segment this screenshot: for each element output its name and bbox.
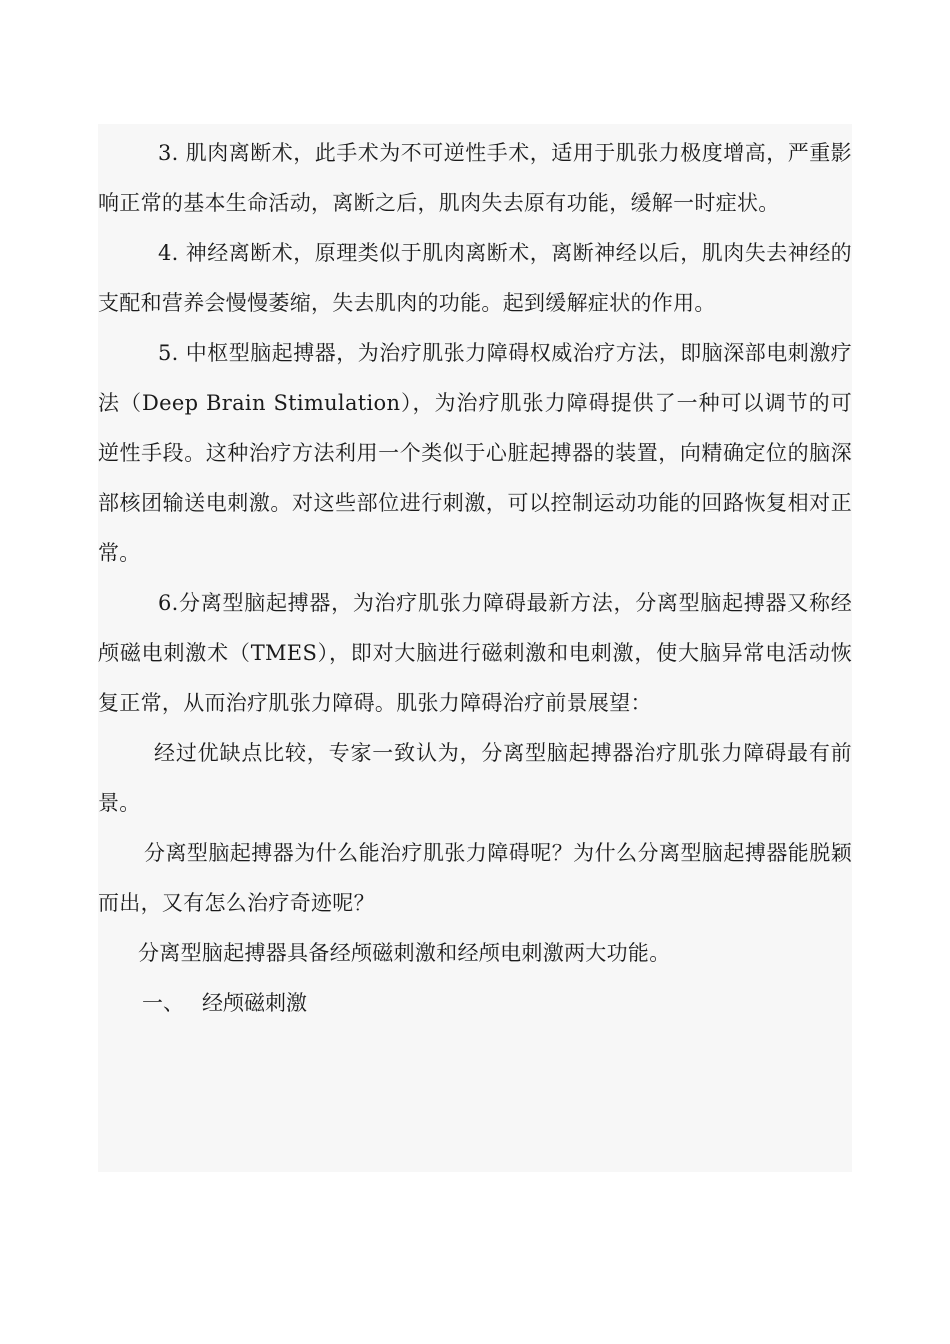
paragraph-nerve-transection: 4. 神经离断术，原理类似于肌肉离断术，离断神经以后，肌肉失去神经的支配和营养会慢慢萎缩，失去肌肉的功能。起到缓解症状的作用。 xyxy=(98,241,852,315)
paragraph-muscle-transection: 3. 肌肉离断术，此手术为不可逆性手术，适用于肌张力极度增高，严重影响正常的基本生命活动，离断之后，肌肉失去原有功能，缓解一时症状。 xyxy=(98,141,852,215)
section-heading xyxy=(98,978,852,1028)
section-heading-text: 经颅磁刺激 xyxy=(202,991,307,1015)
paragraph-separate-pacemaker: 6.分离型脑起搏器，为治疗肌张力障碍最新方法，分离型脑起搏器又称经颅磁电刺激术（TMES），即对大脑进行磁刺激和电刺激，使大脑异常电活动恢复正常，从而治疗肌张力障碍。肌张力障碍治疗前景展望： xyxy=(98,591,852,715)
paragraph-functions: 分离型脑起搏器具备经颅磁刺激和经颅电刺激两大功能。 xyxy=(138,941,671,965)
section-heading-number: 一、 xyxy=(142,991,184,1015)
paragraph-expert-conclusion: 经过优缺点比较，专家一致认为，分离型脑起搏器治疗肌张力障碍最有前景。 xyxy=(98,741,852,815)
paragraph-central-pacemaker: 5. 中枢型脑起搏器，为治疗肌张力障碍权威治疗方法，即脑深部电刺激疗法（Deep Brain Stimulation），为治疗肌张力障碍提供了一种可以调节的可逆性手段。这种治疗方法利用一个类似于心脏起搏器的装置，向精确定位的脑深部核团输送电刺激。对这些部位进行刺激，可以控制运动功能的回路恢复相对正常。 xyxy=(98,341,852,565)
paragraph-question: 分离型脑起搏器为什么能治疗肌张力障碍呢？为什么分离型脑起搏器能脱颖而出，又有怎么治疗奇迹呢？ xyxy=(98,841,852,915)
text-column xyxy=(98,128,852,1028)
